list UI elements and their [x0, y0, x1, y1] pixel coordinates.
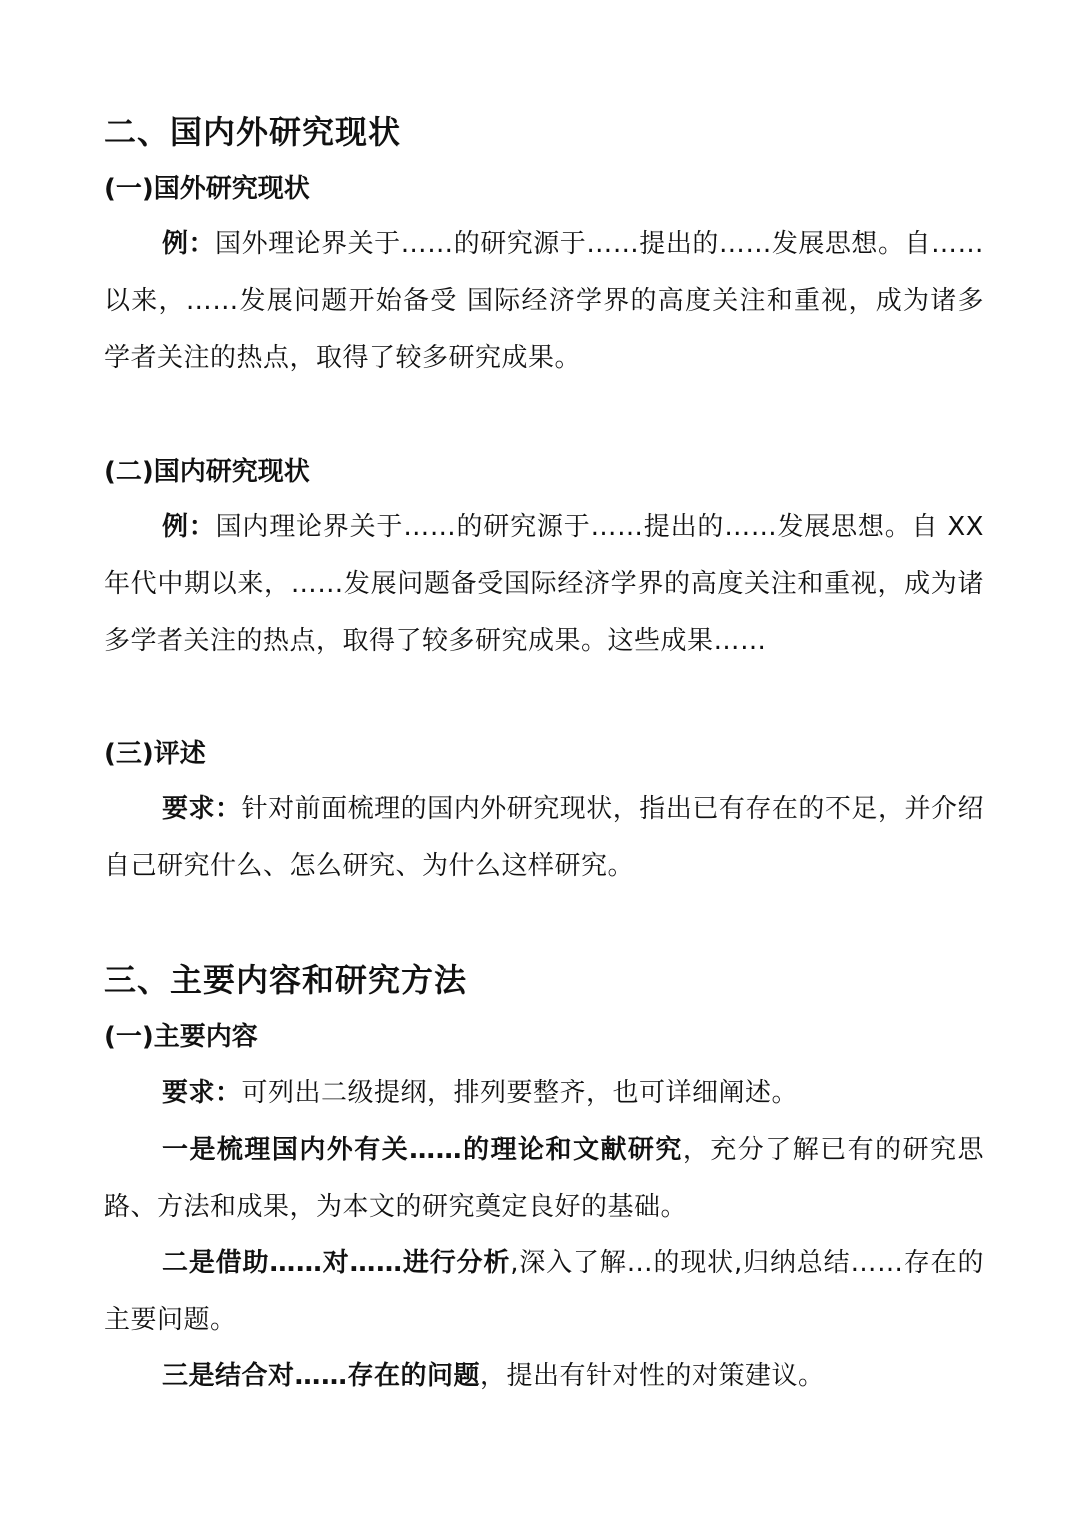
requirement-label: 要求： [162, 1078, 242, 1108]
section-3-title: 三、主要内容和研究方法 [104, 961, 468, 999]
content-item-1-bold: 一是梳理国内外有关……的理论和文献研究 [162, 1135, 683, 1165]
content-item-3-text: ，提出有针对性的对策建议。 [480, 1361, 825, 1391]
example-label: 例： [162, 229, 216, 259]
section-2-sub3-paragraph [104, 781, 984, 895]
content-item-1 [104, 1122, 984, 1236]
paragraph-text: 针对前面梳理的国内外研究现状，指出已有存在的不足，并介绍自己研究什么、怎么研究、为什么这样研究。 [104, 794, 984, 881]
paragraph-text: 国内理论界关于……的研究源于……提出的……发展思想。自 XX 年代中期以来，……发展问题备受国际经济学界的高度关注和重视，成为诸多学者关注的热点，取得了较多研究成果。这些成果…… [104, 512, 984, 656]
requirement-label: 要求： [162, 794, 242, 824]
content-item-3 [104, 1348, 984, 1405]
section-2-sub2-paragraph [104, 499, 984, 670]
content-item-1-text: ，充分了解已有的研究思路、方法和成果，为本文的研究奠定良好的基础。 [104, 1135, 984, 1222]
section-2-title: 二、国内外研究现状 [104, 113, 402, 151]
content-item-2 [104, 1235, 984, 1349]
section-3-requirement-paragraph [104, 1065, 984, 1122]
content-item-2-bold: 二是借助……对……进行分析 [162, 1248, 511, 1278]
section-2-sub2-heading: (二)国内研究现状 [104, 457, 310, 487]
example-label: 例： [162, 512, 216, 542]
section-2-sub1-heading: (一)国外研究现状 [104, 174, 310, 204]
section-2-sub3-heading: (三)评述 [104, 739, 206, 769]
paragraph-text: 可列出二级提纲，排列要整齐，也可详细阐述。 [241, 1078, 799, 1108]
content-item-2-text: ,深入了解…的现状,归纳总结……存在的主要问题。 [104, 1248, 984, 1335]
section-3-sub1-heading: (一)主要内容 [104, 1022, 258, 1052]
content-item-3-bold: 三是结合对……存在的问题 [162, 1361, 481, 1391]
section-2-sub1-paragraph [104, 216, 984, 387]
paragraph-text: 国外理论界关于……的研究源于……提出的……发展思想。自……以来，……发展问题开始备受 国际经济学界的高度关注和重视，成为诸多学者关注的热点，取得了较多研究成果。 [104, 229, 984, 373]
